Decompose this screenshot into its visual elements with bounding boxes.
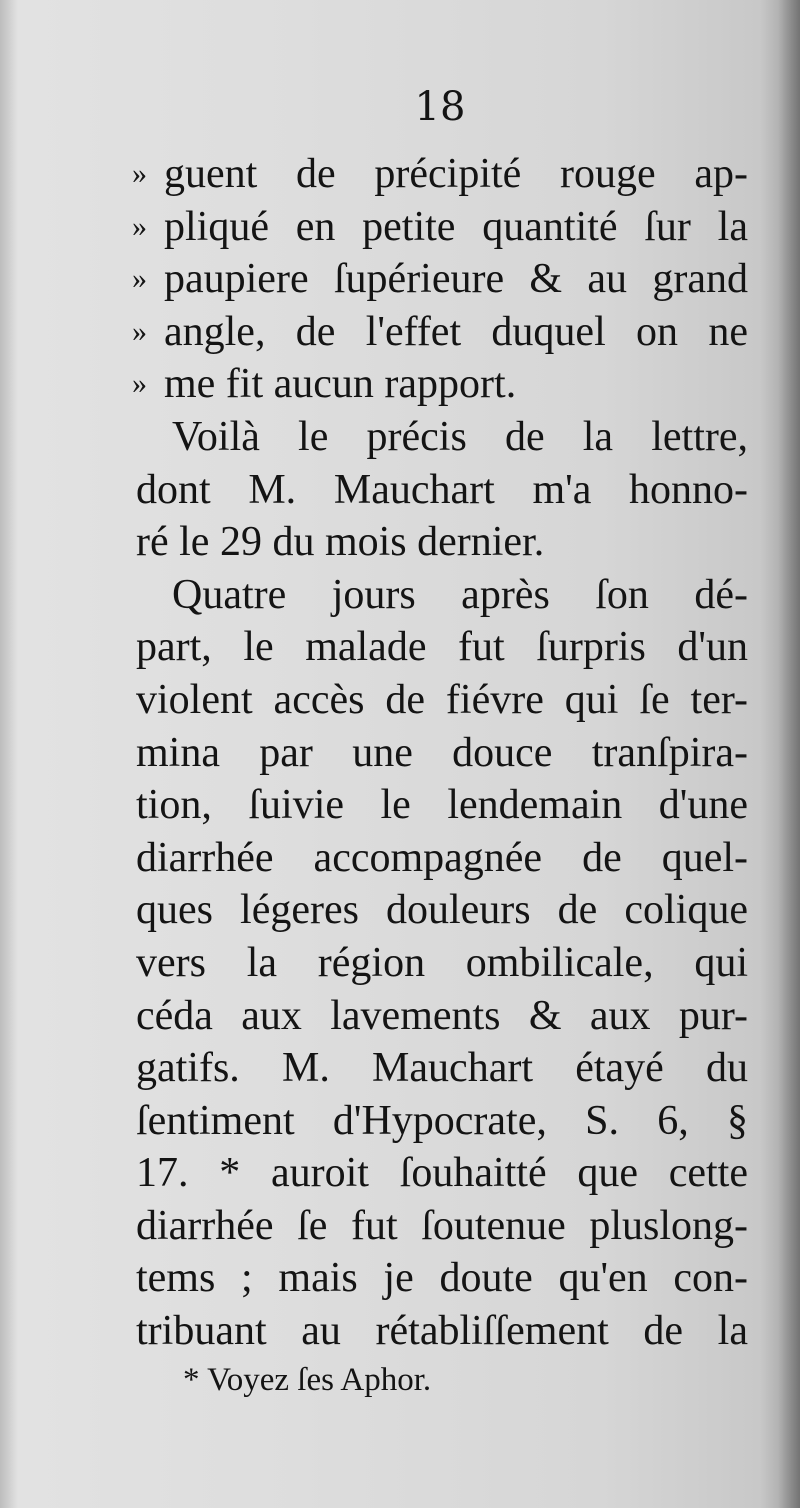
text-line-content: violent accès de fiévre qui ſe ter- — [136, 676, 748, 723]
text-line — [136, 832, 748, 885]
text-line-content: part, le malade fut ſurpris d'un — [136, 624, 748, 671]
text-line — [136, 516, 748, 569]
text-line — [136, 411, 748, 464]
quote-mark: » — [132, 157, 147, 190]
text-line-content: dont M. Mauchart m'a honno- — [136, 466, 748, 513]
quote-mark: » — [132, 367, 147, 401]
page-number: 18 — [414, 84, 466, 130]
text-line — [132, 306, 748, 359]
text-line — [136, 1252, 748, 1305]
text-line-content: gatifs. M. Mauchart étayé du — [136, 1045, 748, 1092]
text-line-content: diarrhée accompagnée de quel- — [136, 834, 748, 881]
text-line — [136, 884, 748, 937]
text-line-content: diarrhée ſe fut ſoutenue pluslong- — [136, 1202, 748, 1249]
text-line — [136, 990, 748, 1043]
page-edge-shadow — [778, 0, 800, 1508]
text-line — [132, 358, 748, 411]
text-line-content: mina par une douce tranſpira- — [136, 729, 748, 776]
text-line — [136, 1147, 748, 1200]
text-line-content: tribuant au rétabliſſement de la — [136, 1308, 748, 1355]
text-line-content: Quatre jours après ſon dé- — [172, 571, 748, 618]
text-line-content: pliqué en petite quantité ſur la — [164, 203, 748, 250]
text-line-content: angle, de l'effet duquel on ne — [164, 308, 748, 355]
quote-mark: » — [132, 314, 147, 348]
text-line-content: ſentiment d'Hypocrate, S. 6, § — [136, 1097, 748, 1144]
text-line — [136, 727, 748, 780]
text-line — [136, 569, 748, 622]
text-line — [136, 1200, 748, 1253]
text-line-content: tion, ſuivie le lendemain d'une — [136, 782, 748, 829]
text-line-content: vers la région ombilicale, qui — [136, 939, 748, 986]
text-line — [136, 937, 748, 990]
text-line — [136, 1042, 748, 1095]
text-line-content: ré le 29 du mois dernier. — [136, 519, 545, 566]
text-line-content: céda aux lavements & aux pur- — [136, 992, 748, 1039]
text-line-content: me fit aucun rapport. — [164, 361, 517, 408]
body-text — [132, 148, 748, 1358]
text-line — [136, 1095, 748, 1148]
text-line — [136, 464, 748, 517]
text-line-content: tems ; mais je doute qu'en con- — [136, 1255, 748, 1302]
quote-mark: » — [132, 262, 147, 296]
text-line-content: guent de précipité rouge ap- — [164, 151, 748, 197]
text-line — [132, 201, 748, 254]
text-line-content: Voilà le précis de la lettre, — [172, 413, 748, 460]
text-line — [136, 1305, 748, 1358]
quote-mark: » — [132, 209, 147, 243]
text-line-content: ques légeres douleurs de colique — [136, 887, 748, 934]
text-line — [136, 779, 748, 832]
text-line-content: paupiere ſupérieure & au grand — [164, 256, 748, 303]
text-line-content: 17. * auroit ſouhaitté que cette — [136, 1150, 748, 1197]
footnote: * Voyez ſes Aphor. — [183, 1362, 432, 1398]
text-line — [132, 148, 748, 201]
text-line — [136, 674, 748, 727]
text-line — [136, 621, 748, 674]
text-line — [132, 253, 748, 306]
